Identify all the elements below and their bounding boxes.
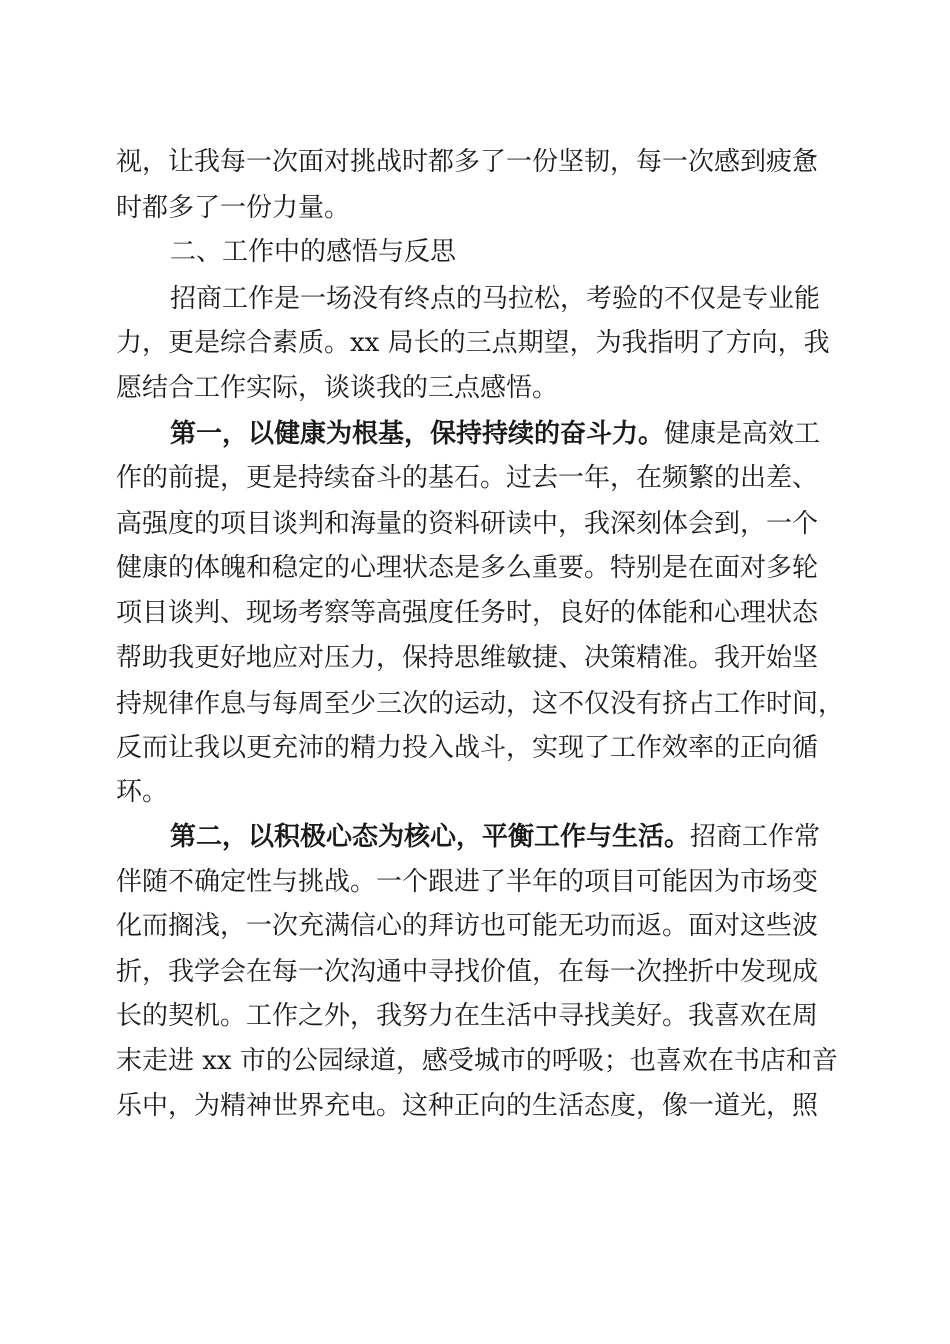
paragraph-line: 帮助我更好地应对压力，保持思维敏捷、决策精准。我开始坚 xyxy=(116,643,819,673)
point-one-first-line-rest: 健康是高效工 xyxy=(664,419,821,449)
paragraph-line: 高强度的项目谈判和海量的资料研读中，我深刻体会到，一个 xyxy=(116,509,819,539)
paragraph-first-line xyxy=(170,414,820,454)
paragraph-line: 持规律作息与每周至少三次的运动，这不仅没有挤占工作时间， xyxy=(116,689,845,719)
point-two-lead: 第二，以积极心态为核心，平衡工作与生活。 xyxy=(170,822,691,852)
paragraph-first-line xyxy=(170,817,820,857)
paragraph-line: 末走进 xx 市的公园绿道，感受城市的呼吸；也喜欢在书店和音 xyxy=(116,1046,838,1076)
paragraph-line: 项目谈判、现场考察等高强度任务时，良好的体能和心理状态 xyxy=(116,598,819,628)
paragraph-line: 视，让我每一次面对挑战时都多了一份坚韧，每一次感到疲惫 xyxy=(116,147,819,177)
paragraph-line: 化而搁浅，一次充满信心的拜访也可能无功而返。面对这些波 xyxy=(116,911,819,941)
paragraph-line: 愿结合工作实际，谈谈我的三点感悟。 xyxy=(116,373,559,403)
paragraph-line: 反而让我以更充沛的精力投入战斗，实现了工作效率的正向循 xyxy=(116,733,819,763)
paragraph-line: 作的前提，更是持续奋斗的基石。过去一年，在频繁的出差、 xyxy=(116,463,819,493)
paragraph-line: 长的契机。工作之外，我努力在生活中寻找美好。我喜欢在周 xyxy=(116,1001,819,1031)
paragraph-line: 时都多了一份力量。 xyxy=(116,193,351,223)
paragraph-line: 环。 xyxy=(116,777,169,807)
paragraph-line: 乐中，为精神世界充电。这种正向的生活态度，像一道光，照 xyxy=(116,1091,819,1121)
section-heading: 二、工作中的感悟与反思 xyxy=(170,237,457,267)
paragraph-line: 健康的体魄和稳定的心理状态是多么重要。特别是在面对多轮 xyxy=(116,553,819,583)
paragraph-line: 招商工作是一场没有终点的马拉松，考验的不仅是专业能 xyxy=(170,284,821,314)
paragraph-line: 伴随不确定性与挑战。一个跟进了半年的项目可能因为市场变 xyxy=(116,867,819,897)
paragraph-line: 折，我学会在每一次沟通中寻找价值，在每一次挫折中发现成 xyxy=(116,957,819,987)
point-two-first-line-rest: 招商工作常 xyxy=(690,822,821,852)
paragraph-line: 力，更是综合素质。xx 局长的三点期望，为我指明了方向，我 xyxy=(116,328,830,358)
point-one-lead: 第一，以健康为根基，保持持续的奋斗力。 xyxy=(170,419,665,449)
